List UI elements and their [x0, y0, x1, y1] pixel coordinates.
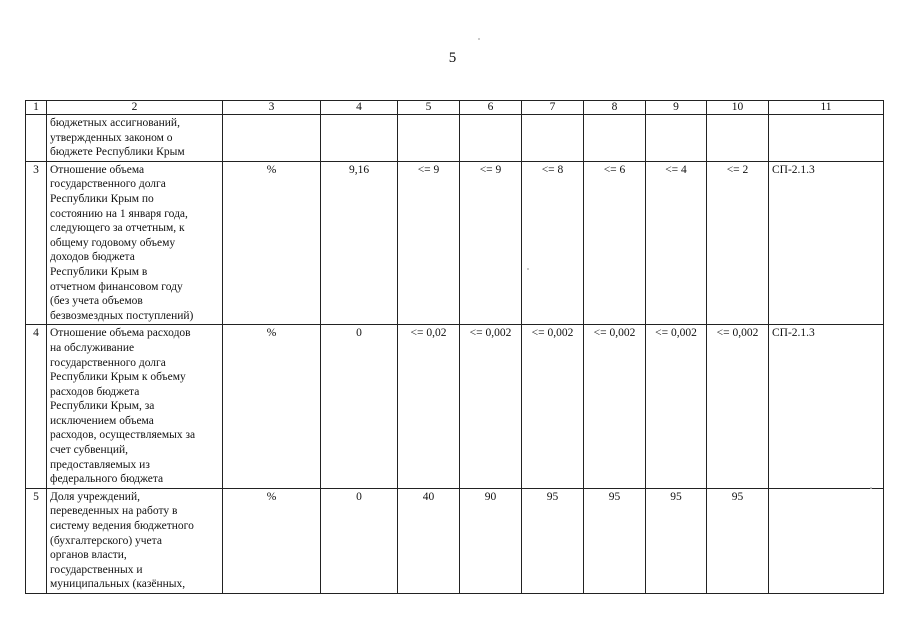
- indicator-name-line: систему ведения бюджетного: [50, 520, 194, 533]
- value-cell: [522, 115, 584, 162]
- value-cell: 40: [398, 488, 460, 593]
- indicator-name-line: исключением объема: [50, 414, 154, 427]
- indicator-name: [47, 488, 223, 593]
- value-cell: <= 0,002: [707, 325, 769, 489]
- indicator-name-line: расходов, осуществляемых за: [50, 429, 196, 442]
- header-cell: 1: [26, 101, 47, 115]
- scan-speck: [870, 487, 872, 489]
- value-cell: <= 0,02: [398, 325, 460, 489]
- base-value-cell: 9,16: [321, 161, 398, 325]
- unit-cell: %: [223, 488, 321, 593]
- value-cell: <= 6: [584, 161, 646, 325]
- value-cell: [398, 115, 460, 162]
- indicator-name-line: государственного долга: [50, 356, 166, 369]
- value-cell: <= 9: [398, 161, 460, 325]
- value-cell: [646, 115, 707, 162]
- value-cell: [584, 115, 646, 162]
- row-number: 3: [26, 161, 47, 325]
- value-cell: <= 0,002: [646, 325, 707, 489]
- header-cell: 2: [47, 101, 223, 115]
- value-cell: 95: [522, 488, 584, 593]
- value-cell: <= 2: [707, 161, 769, 325]
- indicator-name: [47, 115, 223, 162]
- value-cell: 95: [707, 488, 769, 593]
- header-cell: 3: [223, 101, 321, 115]
- code-cell: СП-2.1.3: [769, 161, 884, 325]
- table-row: [26, 325, 884, 489]
- header-cell: 11: [769, 101, 884, 115]
- unit-cell: [223, 115, 321, 162]
- indicator-name-line: (без учета объемов: [50, 295, 143, 308]
- row-number: 4: [26, 325, 47, 489]
- indicator-name-line: отчетном финансовом году: [50, 280, 183, 293]
- value-cell: <= 4: [646, 161, 707, 325]
- indicator-name: [47, 325, 223, 489]
- indicator-name-line: Республики Крым по: [50, 192, 154, 205]
- indicator-name: [47, 161, 223, 325]
- value-cell: [707, 115, 769, 162]
- header-cell: 4: [321, 101, 398, 115]
- row-number: 5: [26, 488, 47, 593]
- indicator-name-line: государственного долга: [50, 178, 166, 191]
- indicator-name-line: следующего за отчетным, к: [50, 222, 185, 235]
- value-cell: 95: [646, 488, 707, 593]
- indicator-name-line: Республики Крым в: [50, 265, 148, 278]
- table-header-row: [26, 101, 884, 115]
- table-row: [26, 161, 884, 325]
- table-row: [26, 488, 884, 593]
- indicator-name-line: Республики Крым, за: [50, 400, 155, 413]
- indicator-name-line: переведенных на работу в: [50, 505, 178, 518]
- indicator-name-line: Республики Крым к объему: [50, 371, 186, 384]
- value-cell: <= 0,002: [522, 325, 584, 489]
- unit-cell: %: [223, 325, 321, 489]
- row-number: [26, 115, 47, 162]
- header-cell: 7: [522, 101, 584, 115]
- value-cell: <= 0,002: [460, 325, 522, 489]
- indicator-name-line: муниципальных (казённых,: [50, 578, 186, 591]
- indicator-name-line: счет субвенций,: [50, 444, 129, 457]
- base-value-cell: [321, 115, 398, 162]
- value-cell: <= 8: [522, 161, 584, 325]
- indicators-table: [25, 100, 884, 594]
- base-value-cell: 0: [321, 325, 398, 489]
- scan-speck: [527, 268, 529, 270]
- indicator-name-line: на обслуживание: [50, 341, 135, 354]
- header-cell: 8: [584, 101, 646, 115]
- value-cell: <= 9: [460, 161, 522, 325]
- indicator-name-line: расходов бюджета: [50, 385, 140, 398]
- unit-cell: %: [223, 161, 321, 325]
- indicator-name-line: органов власти,: [50, 549, 127, 562]
- indicator-name-line: федерального бюджета: [50, 473, 164, 486]
- code-cell: [769, 115, 884, 162]
- table-row: [26, 115, 884, 162]
- page-number: 5: [448, 50, 457, 66]
- value-cell: <= 0,002: [584, 325, 646, 489]
- indicator-name-line: общему годовому объему: [50, 236, 176, 249]
- header-cell: 5: [398, 101, 460, 115]
- code-cell: СП-2.1.3: [769, 325, 884, 489]
- code-cell: [769, 488, 884, 593]
- indicator-name-line: безвозмездных поступлений): [50, 309, 194, 322]
- indicator-name-line: (бухгалтерского) учета: [50, 534, 162, 547]
- indicator-name-line: Отношение объема: [50, 163, 145, 176]
- indicator-name-line: состоянию на 1 января года,: [50, 207, 188, 220]
- indicator-name-line: бюджете Республики Крым: [50, 146, 185, 159]
- indicator-name-line: государственных и: [50, 563, 143, 576]
- header-cell: 9: [646, 101, 707, 115]
- indicator-name-line: бюджетных ассигнований,: [50, 117, 180, 129]
- indicator-name-line: утвержденных законом о: [50, 131, 173, 144]
- indicator-name-line: доходов бюджета: [50, 251, 135, 264]
- indicator-name-line: Отношение объема расходов: [50, 327, 191, 340]
- value-cell: 90: [460, 488, 522, 593]
- value-cell: 95: [584, 488, 646, 593]
- base-value-cell: 0: [321, 488, 398, 593]
- scan-speck: [478, 38, 480, 40]
- header-cell: 10: [707, 101, 769, 115]
- value-cell: [460, 115, 522, 162]
- indicator-name-line: Доля учреждений,: [50, 490, 140, 503]
- header-cell: 6: [460, 101, 522, 115]
- indicator-name-line: предоставляемых из: [50, 458, 150, 471]
